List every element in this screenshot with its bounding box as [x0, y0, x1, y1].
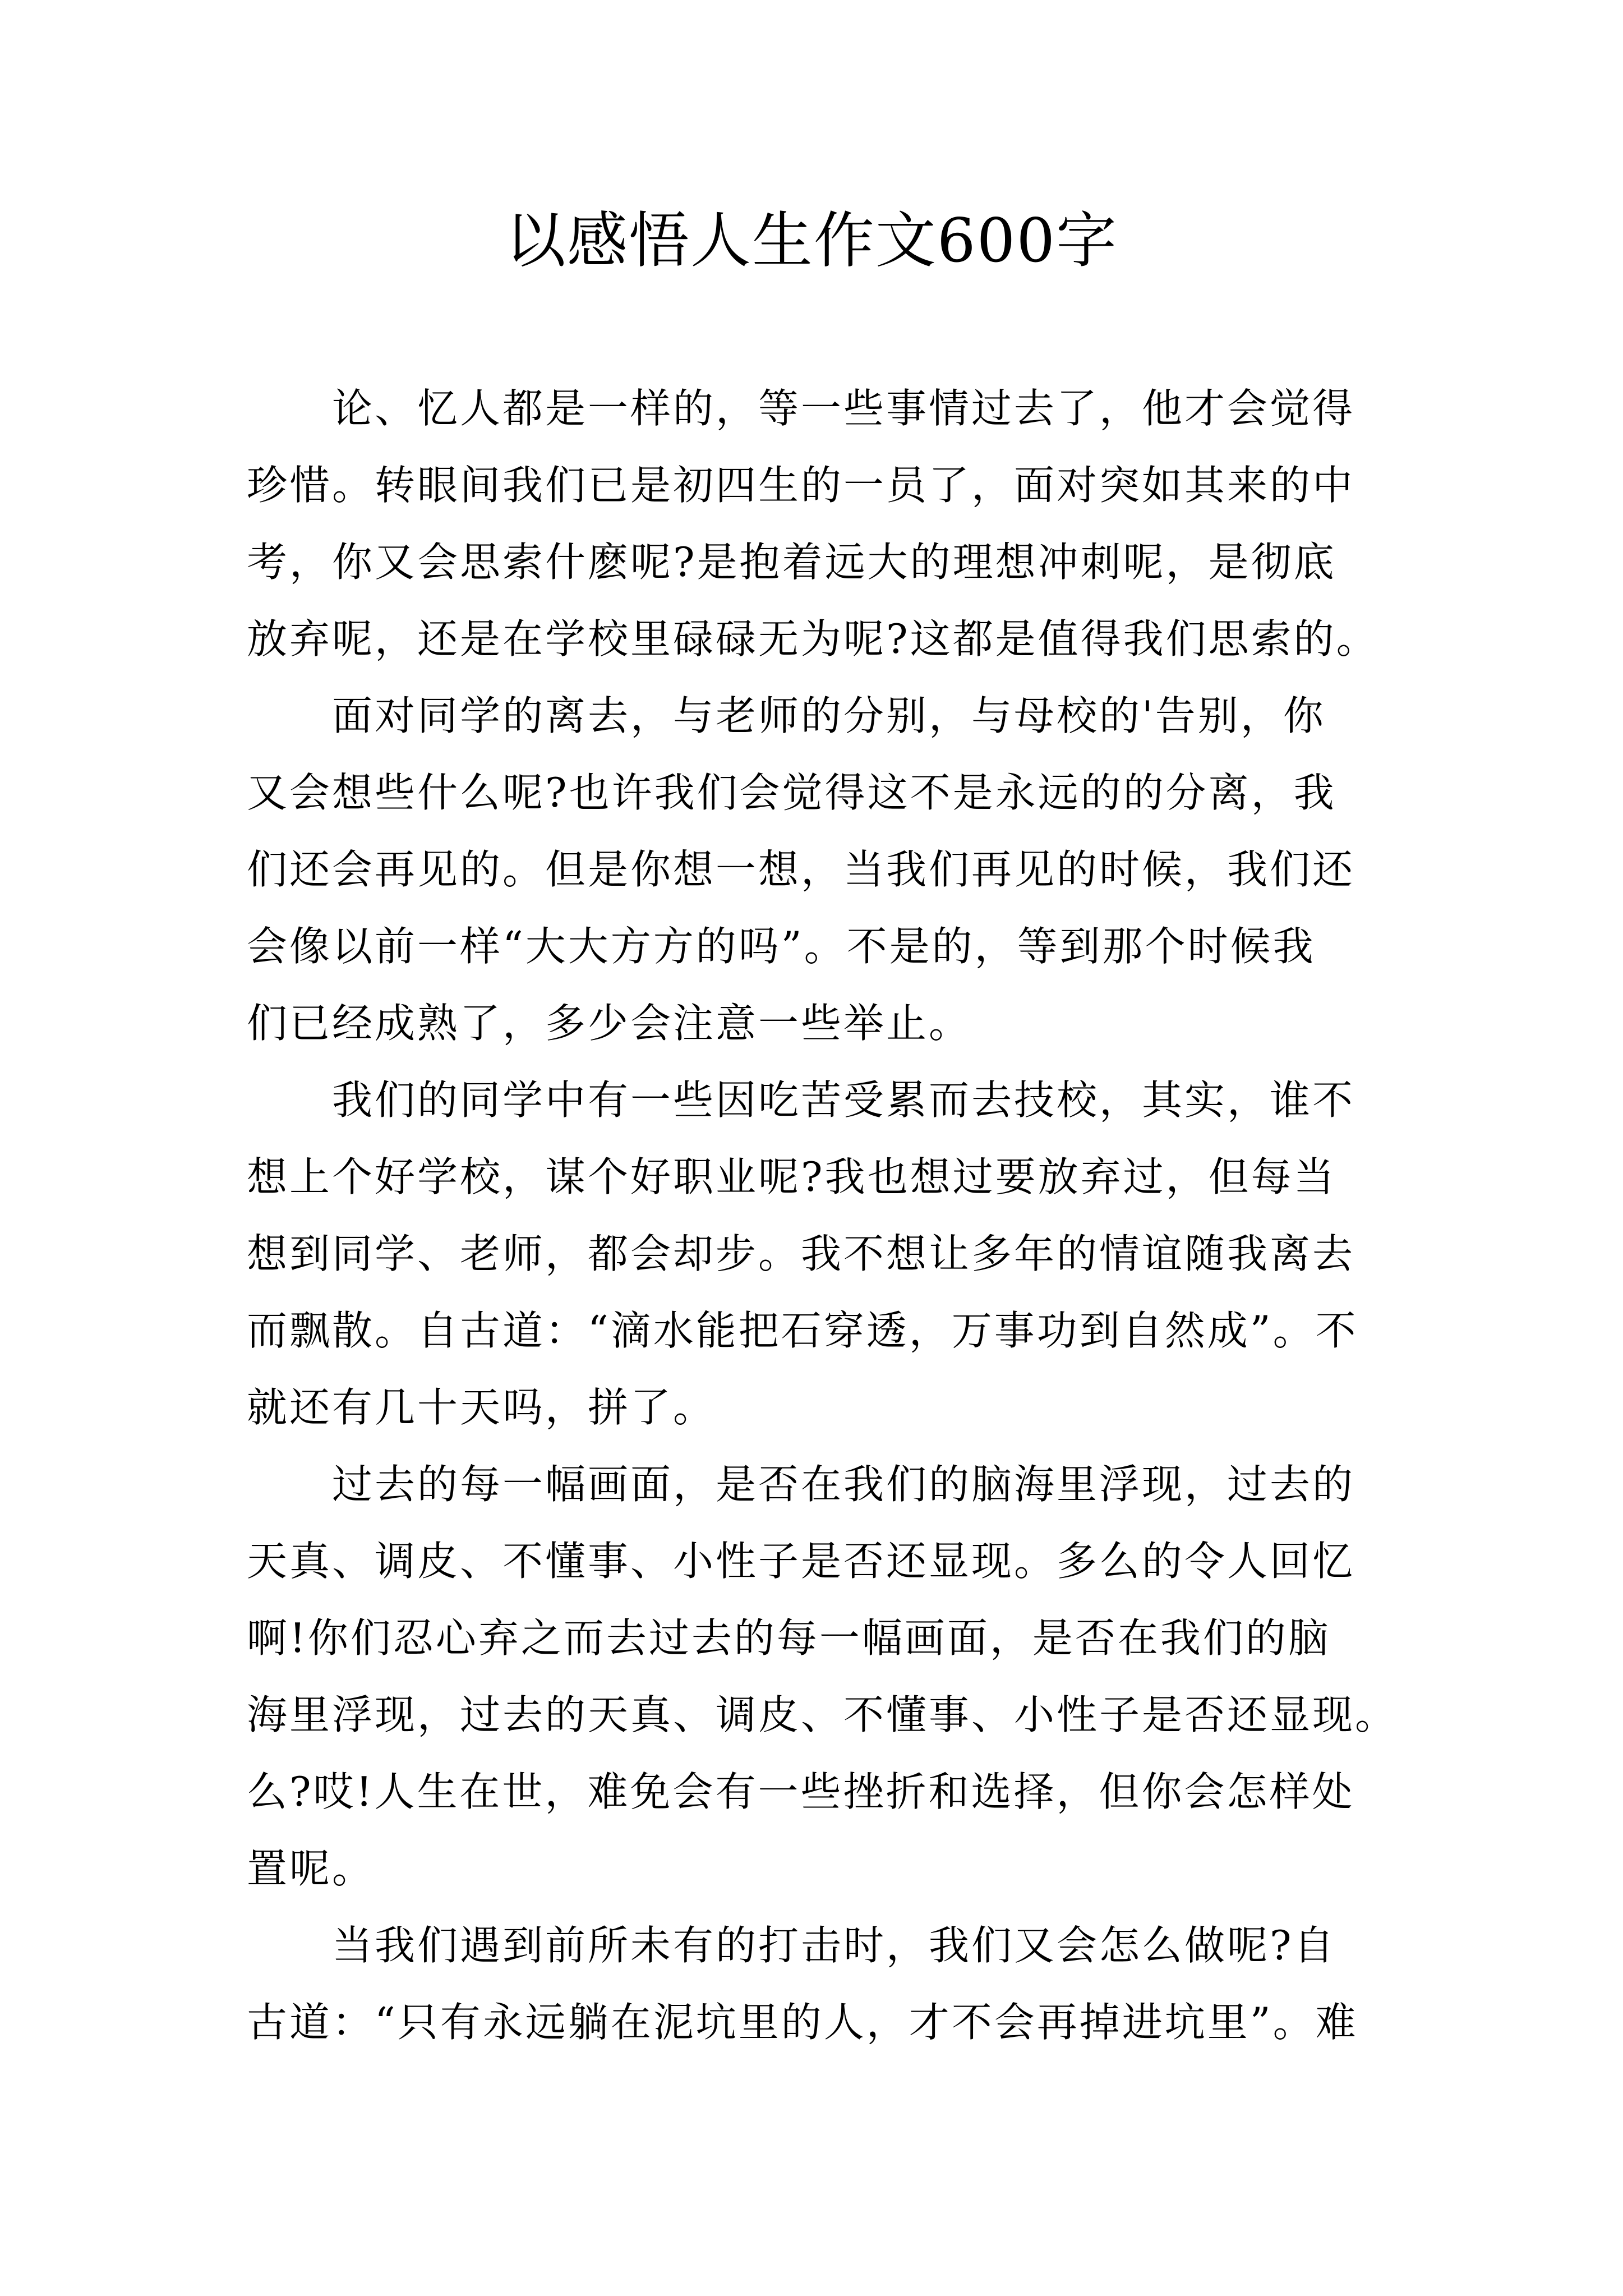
body-line: 置呢。 — [247, 1845, 375, 1892]
body-line: 就还有几十天吗，拼了。 — [247, 1384, 716, 1431]
body-line: 又会想些什么呢?也许我们会觉得这不是永远的的分离，我 — [247, 769, 1336, 816]
body-line: 们已经成熟了，多少会注意一些举止。 — [247, 1000, 972, 1047]
body-line: 当我们遇到前所未有的打击时，我们又会怎么做呢?自 — [247, 1922, 1336, 1969]
body-line: 会像以前一样“大大方方的吗”。不是的，等到那个时候我 — [247, 923, 1316, 970]
body-line: 么?哎!人生在世，难免会有一些挫折和选择，但你会怎样处 — [247, 1768, 1355, 1815]
body-line: 想到同学、老师，都会却步。我不想让多年的情谊随我离去 — [247, 1230, 1355, 1277]
document-body — [247, 370, 1402, 2061]
body-line: 论、忆人都是一样的，等一些事情过去了，他才会觉得 — [247, 385, 1355, 432]
body-line: 过去的每一幅画面，是否在我们的脑海里浮现，过去的 — [247, 1461, 1355, 1508]
body-line: 啊!你们忍心弃之而去过去的每一幅画面，是否在我们的脑 — [247, 1614, 1331, 1662]
body-line: 而飘散。自古道：“滴水能把石穿透，万事功到自然成”。不 — [247, 1307, 1358, 1354]
body-line: 我们的同学中有一些因吃苦受累而去技校，其实，谁不 — [247, 1076, 1355, 1124]
body-line: 古道：“只有永远躺在泥坑里的人，才不会再掉进坑里”。难 — [247, 1999, 1358, 2046]
body-line: 天真、调皮、不懂事、小性子是否还显现。多么的令人回忆 — [247, 1538, 1355, 1585]
body-line: 面对同学的离去，与老师的分别，与母校的'告别，你 — [247, 692, 1326, 739]
body-line: 珍惜。转眼间我们已是初四生的一员了，面对突如其来的中 — [247, 462, 1355, 509]
body-line: 海里浮现，过去的天真、调皮、不懂事、小性子是否还显现。 — [247, 1691, 1398, 1738]
body-line: 想上个好学校，谋个好职业呢?我也想过要放弃过，但每当 — [247, 1153, 1336, 1200]
body-line: 放弃呢，还是在学校里碌碌无为呢?这都是值得我们思索的。 — [247, 615, 1379, 662]
document-title: 以感悟人生作文600字 — [505, 206, 1118, 276]
body-line: 考，你又会思索什麽呢?是抱着远大的理想冲刺呢，是彻底 — [247, 539, 1336, 586]
body-line: 们还会再见的。但是你想一想，当我们再见的时候，我们还 — [247, 846, 1355, 893]
